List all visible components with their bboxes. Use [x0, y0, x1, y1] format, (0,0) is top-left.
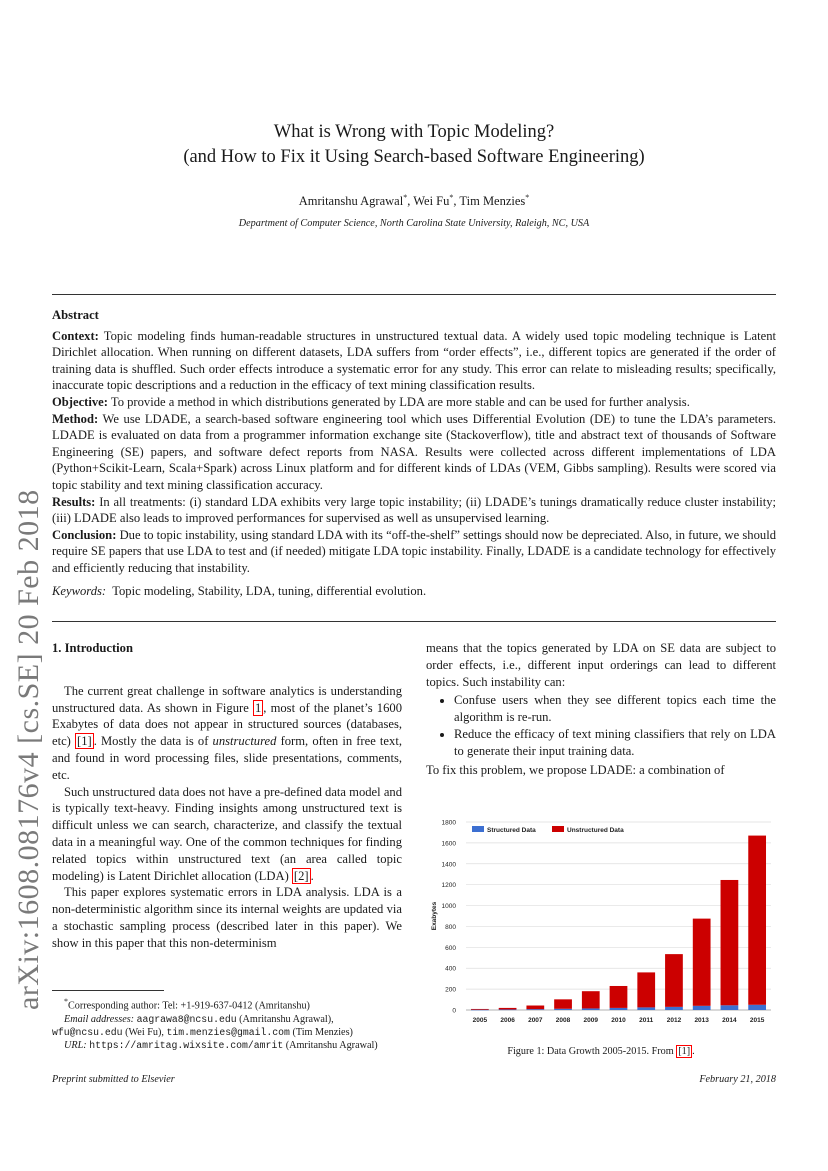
x-tick-label: 2006 — [500, 1017, 515, 1024]
bar-structured-data — [637, 1007, 655, 1010]
arxiv-stamp: arXiv:1608.08176v4 [cs.SE] 20 Feb 2018 — [12, 489, 45, 1010]
bar-structured-data — [610, 1008, 628, 1010]
title-line-1: What is Wrong with Topic Modeling? — [273, 122, 555, 142]
intro-paragraph-3: This paper explores systematic errors in LDA analysis. LDA is a non-deterministic algorithm since its internal weights are updated via a stochastic sampling process (described later in this paper). We show in this paper that this non-determinism — [52, 885, 402, 950]
abstract-method — [52, 411, 776, 494]
y-tick-label: 600 — [445, 944, 456, 952]
author-mark: * — [449, 193, 454, 202]
x-tick-label: 2014 — [722, 1017, 737, 1024]
bar-structured-data — [526, 1009, 544, 1010]
footnote-emails: Email addresses: aagrawa8@ncsu.edu (Amritanshu Agrawal), wfu@ncsu.edu (Wei Fu), tim.menzies@gmail.com (Tim Menzies) — [52, 1013, 353, 1038]
x-tick-label: 2005 — [472, 1017, 488, 1024]
x-tick-label: 2011 — [639, 1017, 654, 1024]
method-text: We use LDADE, a search-based software engineering tool which uses Differential Evolution (DE) to tune the LDA’s parameters. LDADE is evaluated on data from a programmer information exchange site (Stackoverflow), title and abstract text of thousands of Software Engineering (SE) papers, and software defect reports from NASA. Results were collected across different implementations of LDA (Python+Scikit-Learn, Scala+Spark) across Linux platform and for different kinds of LDAs (VEM, Gibbs sampling). Results were scored via topic stability and text mining classification accuracy. — [52, 411, 776, 492]
author-name: Wei Fu — [413, 194, 450, 209]
bar-structured-data — [748, 1005, 766, 1010]
x-tick-label: 2009 — [583, 1017, 599, 1024]
x-tick-label: 2015 — [749, 1017, 765, 1024]
instability-list — [426, 692, 776, 759]
abstract-context — [52, 328, 776, 394]
data-growth-chart — [426, 812, 776, 1032]
bar-unstructured-data — [665, 954, 683, 1007]
bar-structured-data — [471, 1010, 489, 1011]
legend-swatch — [472, 826, 484, 832]
intro-paragraph-2: Such unstructured data does not have a pre-defined data model and is typically text-heavy. Finding insights among unstructured text is difficult unless we can search, characterize, and classify the textual data in a meaningful way. One of the common techniques for finding related topics within unstructured text (an area called topic modeling) is Latent Dirichlet allocation (LDA) [2] . — [52, 784, 402, 883]
abstract-results — [52, 494, 776, 527]
citation-link[interactable]: [2] — [293, 868, 309, 883]
affiliation: Department of Computer Science, North Carolina State University, Raleigh, NC, USA — [238, 218, 590, 229]
left-column — [52, 640, 402, 952]
footer-left: Preprint submitted to Elsevier — [52, 1074, 175, 1085]
author-mark: * — [525, 193, 530, 202]
y-axis-label: Exabytes — [431, 901, 438, 931]
y-tick-label: 1200 — [441, 882, 456, 890]
bar-unstructured-data — [748, 836, 766, 1005]
list-item: • Reduce the efficacy of text mining classifiers that rely on LDA to generate their input training data. — [454, 726, 776, 760]
right-paragraph-1: means that the topics generated by LDA on SE data are subject to order effects, i.e., different input orderings can lead to different topics. Such instability can: — [426, 641, 776, 689]
bar-structured-data — [554, 1009, 572, 1010]
bar-structured-data — [693, 1006, 711, 1010]
email-link[interactable]: wfu@ncsu.edu — [52, 1026, 123, 1038]
figure-ref-link[interactable]: 1 — [254, 700, 262, 715]
y-tick-label: 1400 — [441, 861, 456, 869]
y-tick-label: 800 — [445, 923, 456, 931]
list-item: • Confuse users when they see different topics each time the algorithm is re-run. — [454, 692, 776, 726]
y-tick-label: 0 — [452, 1007, 456, 1015]
conclusion-label: Conclusion: — [52, 527, 117, 542]
context-label: Context: — [52, 328, 99, 343]
results-label: Results: — [52, 494, 96, 509]
bar-structured-data — [582, 1008, 600, 1010]
method-label: Method: — [52, 411, 99, 426]
author-name: Tim Menzies — [459, 194, 526, 209]
author-mark: * — [403, 193, 408, 202]
y-tick-label: 400 — [445, 965, 456, 973]
abstract-top-rule — [52, 294, 776, 295]
x-tick-label: 2013 — [694, 1017, 709, 1024]
x-tick-label: 2007 — [528, 1017, 543, 1024]
bar-structured-data — [721, 1005, 739, 1010]
bar-unstructured-data — [637, 972, 655, 1007]
footnote-rule — [52, 990, 164, 991]
x-tick-label: 2012 — [666, 1017, 682, 1024]
author-name: Amritanshu Agrawal — [298, 194, 404, 209]
context-text: Topic modeling finds human-readable structures in unstructured textual data. A widely used topic modeling technique is Latent Dirichlet allocation. When running on different datasets, LDA suffers from “order effects”, i.e., different topics are generated if the order of training data is shuffled. Such order effects introduce a systematic error for any study. This error can relate to misleading results; specifically, inaccurate topic descriptions and a reduction in the efficacy of text mining classification results. — [52, 328, 776, 393]
footnotes — [52, 995, 402, 1053]
paper-title — [52, 120, 776, 170]
url-link[interactable]: https://amritag.wixsite.com/amrit — [89, 1040, 284, 1052]
abstract-objective — [52, 394, 776, 411]
citation-link[interactable]: [1] — [77, 734, 92, 749]
legend-label: Structured Data — [487, 827, 536, 834]
bar-unstructured-data — [471, 1009, 489, 1010]
footer-right: February 21, 2018 — [699, 1074, 776, 1085]
citation-link[interactable]: [1] — [678, 1046, 691, 1057]
figure-caption: Figure 1: Data Growth 2005-2015. From [1] . — [507, 1046, 695, 1057]
y-tick-label: 1000 — [441, 903, 456, 911]
y-tick-label: 200 — [445, 986, 456, 994]
keywords — [52, 583, 776, 600]
legend-swatch — [552, 826, 564, 832]
keywords-text: Topic modeling, Stability, LDA, tuning, differential evolution. — [112, 583, 427, 598]
y-tick-label: 1600 — [441, 840, 456, 848]
objective-text: To provide a method in which distributions generated by LDA are more stable and can be used for further analysis. — [110, 394, 690, 409]
abstract-bottom-rule — [52, 621, 776, 622]
objective-label: Objective: — [52, 394, 108, 409]
intro-paragraph-1: The current great challenge in software analytics is understanding unstructured data. As shown in Figure 1 , most of the planet’s 1600 Exabytes of data does not appear in structured sources (databases, etc) [1] . Mostly the data is of unstructured form, often in free text, and found in word processing files, slide presentations, comments, etc. — [52, 683, 402, 782]
footnote-corresponding: *Corresponding author: Tel: +1-919-637-0412 (Amritanshu) — [64, 997, 310, 1012]
legend-label: Unstructured Data — [567, 827, 624, 834]
email-link[interactable]: aagrawa8@ncsu.edu — [136, 1013, 237, 1025]
bar-unstructured-data — [499, 1008, 517, 1010]
bar-unstructured-data — [526, 1006, 544, 1010]
section-heading: 1. Introduction — [52, 641, 133, 655]
conclusion-text: Due to topic instability, using standard LDA with its “off-the-shelf” settings should now be depreciated. Also, in future, we should require SE papers that use LDA to test and (if needed) mitigate LDA topic instability. Finally, LDADE is a candidate technology for effectively and efficiently reducing that instability. — [52, 527, 776, 575]
bar-structured-data — [499, 1009, 517, 1010]
bar-unstructured-data — [610, 986, 628, 1008]
footnote-url: URL: https://amritag.wixsite.com/amrit (Amritanshu Agrawal) — [64, 1040, 378, 1052]
right-paragraph-2: To fix this problem, we propose LDADE: a combination of — [426, 762, 725, 777]
abstract-conclusion — [52, 527, 776, 577]
bar-unstructured-data — [693, 919, 711, 1006]
results-text: In all treatments: (i) standard LDA exhibits very large topic instability; (ii) LDADE’s tunings dramatically reduce cluster instability; (iii) LDADE also leads to improved performances for supervised as well as unsupervised learning. — [52, 494, 776, 526]
bar-unstructured-data — [554, 999, 572, 1008]
y-tick-label: 1800 — [441, 819, 456, 827]
bar-structured-data — [665, 1007, 683, 1010]
x-tick-label: 2010 — [611, 1017, 626, 1024]
abstract — [52, 307, 776, 599]
right-column — [426, 640, 776, 778]
title-line-2: (and How to Fix it Using Search-based Software Engineering) — [183, 147, 645, 167]
abstract-heading: Abstract — [52, 308, 99, 322]
bar-unstructured-data — [582, 991, 600, 1008]
keywords-label: Keywords: — [52, 583, 107, 598]
email-link[interactable]: tim.menzies@gmail.com — [166, 1026, 290, 1038]
author-list: Amritanshu Agrawal*, Wei Fu*, Tim Menzies* — [298, 193, 530, 209]
x-tick-label: 2008 — [555, 1017, 571, 1024]
bar-unstructured-data — [721, 880, 739, 1005]
